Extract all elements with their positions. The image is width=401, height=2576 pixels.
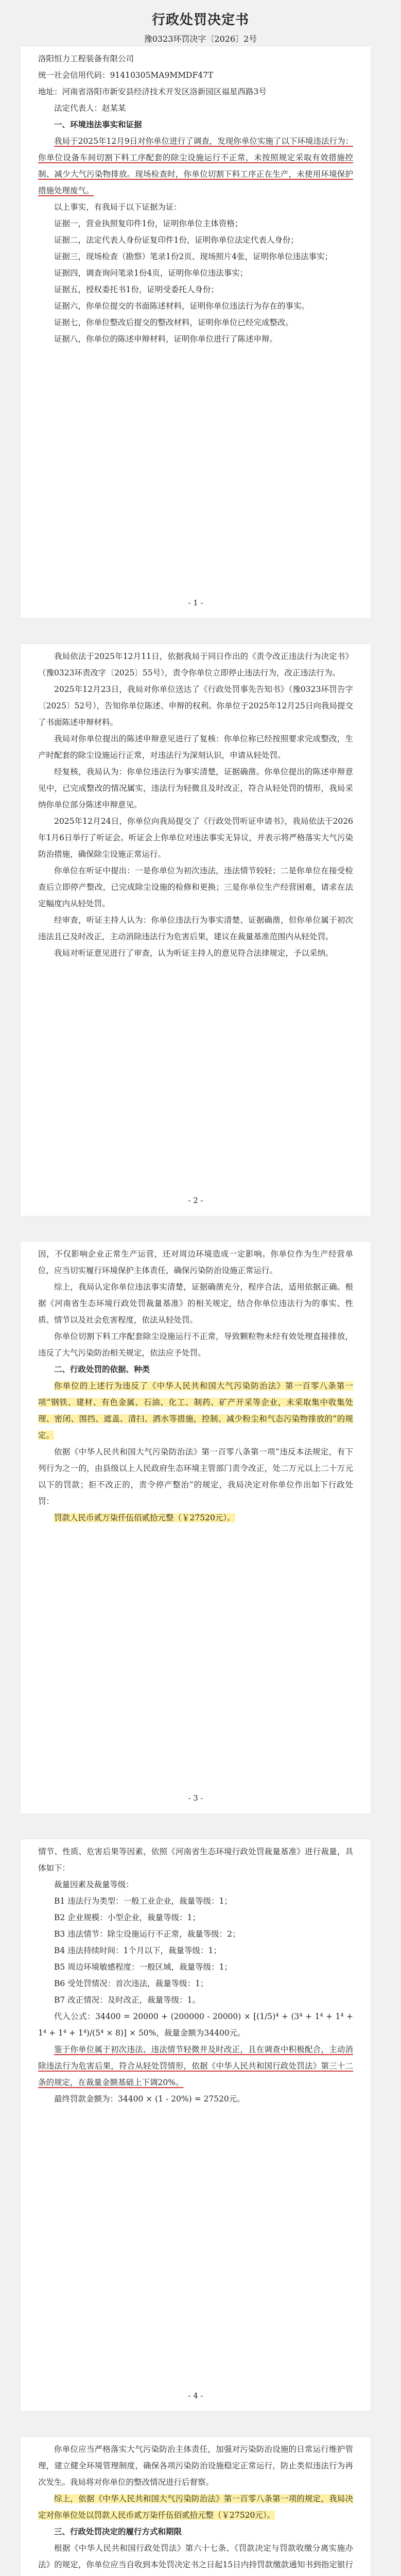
paragraph-text: 经审查，听证主持人认为：你单位违法行为事实清楚、证据确凿，但你单位属于初次违法且已及时改正，主动消除违法行为危害后果，建议在裁量基准范围内从轻处罚。 — [38, 916, 353, 941]
paragraph — [38, 2041, 353, 2091]
paragraph-text: 最终罚款金额为：34400 × (1 - 20%) = 27520元。 — [54, 2094, 245, 2104]
paragraph — [38, 2540, 353, 2576]
paragraph-text: 证据二，法定代表人身份证复印件1份，证明你单位法定代表人身份； — [54, 235, 299, 245]
paragraph-text: 证据六，你单位提交的书面陈述材料，证明你单位违法行为存在的事实。 — [54, 301, 310, 311]
paragraph — [38, 764, 353, 813]
paragraph-text: B3 违法情节：除尘设施运行不正常，裁量等级：2； — [54, 1929, 240, 1939]
paragraph — [38, 813, 353, 862]
paragraph-text: 一、环境违法事实和证据 — [54, 120, 142, 129]
paragraph-text: 你单位切割下料工序配套除尘设施运行不正常，导致颗粒物未经有效处理直接排放，违反了大气污染防治相关规定，依法应予处罚。 — [38, 1332, 353, 1358]
paragraph-text: 罚款人民币贰万柒仟伍佰贰拾元整（￥27520元）。 — [54, 1513, 235, 1522]
paragraph-text: 二、行政处罚的依据、种类 — [54, 1364, 150, 1374]
paragraph — [38, 67, 353, 83]
document-page-4 — [21, 1839, 371, 2411]
paragraph — [38, 199, 353, 215]
paragraph — [38, 281, 353, 298]
paragraph — [38, 133, 353, 199]
paragraph — [38, 215, 353, 232]
page-body — [38, 50, 353, 347]
paragraph-text: 我局对听证意见进行了审查，认为听证主持人的意见符合法律规定，予以采纳。 — [54, 948, 334, 958]
paragraph-text: B4 违法持续时间：1个月以下，裁量等级：1； — [54, 1946, 221, 1955]
paragraph — [38, 331, 353, 347]
paragraph-text: 裁量因素及裁量等级： — [54, 1880, 134, 1889]
section-heading — [38, 1361, 353, 1378]
paragraph — [38, 1444, 353, 1510]
paragraph-text: 因，不仅影响企业正常生产运营，还对周边环境造成一定影响。你单位作为生产经营单位，应当切实履行环境保护主体责任，确保污染防治设施正常运行。 — [38, 1249, 353, 1275]
paragraph — [38, 100, 353, 116]
paragraph-text: 你单位的上述行为违反了《中华人民共和国大气污染防治法》第一百零八条第一项“钢铁、建材、有色金属、石油、化工、制药、矿产开采等企业，未采取集中收集处理、密闭、围挡、遮盖、清扫、洒水等措施，控制、减少粉尘和气态污染物排放的”的规定。 — [38, 1381, 353, 1440]
paragraph-text: 代入公式：34400 = 20000 + (200000 - 20000) × [(1/5)⁴ + (3⁴ + 1⁴ + 1⁴ + 1⁴ + 1⁴ + 1⁴)/(5⁴ × 8)] × 50%，裁量金额为34400元。 — [38, 2012, 353, 2038]
paragraph-text: 三、行政处罚决定的履行方式和期限 — [54, 2527, 182, 2536]
paragraph — [38, 232, 353, 248]
section-heading — [38, 116, 353, 133]
paragraph — [38, 862, 353, 912]
paragraph-text: 统一社会信用代码：91410305MA9MMDF47T — [38, 71, 214, 80]
paragraph-text: 经复核，我局认为：你单位违法行为事实清楚，证据确凿。你单位提出的陈述申辩意见中，已完成整改的情况属实，违法行为轻微且及时改正，符合从轻处罚的情形，我局采纳你单位部分陈述申辩意见。 — [38, 767, 353, 809]
paragraph — [38, 314, 353, 331]
document-page-1 — [21, 46, 371, 618]
page-number: - 3 - — [188, 1793, 203, 1803]
page-number: - 1 - — [188, 598, 203, 607]
page-body — [38, 648, 353, 961]
paragraph-text: 洛阳恒力工程装备有限公司 — [38, 54, 134, 63]
paragraph-text: 2025年12月23日，我局对你单位送达了《行政处罚事先告知书》（豫0323环罚告字〔2025〕52号），告知你单位陈述、申辩的权利。你单位于2025年12月25日向我局提交了书面陈述申辩材料。 — [38, 685, 353, 727]
document-page-2 — [21, 644, 371, 1216]
paragraph-text: 证据一，营业执照复印件1份，证明你单位主体资格； — [54, 219, 243, 228]
paragraph-text: 证据八，你单位的陈述申辩材料，证明你单位进行了陈述申辩。 — [54, 334, 278, 344]
paragraph-text: 证据五，授权委托书1份，证明受委托人身份； — [54, 285, 219, 294]
paragraph-text: 鉴于你单位属于初次违法、违法情节轻微并及时改正，且在调查中积极配合，主动消除违法行为危害后果，符合从轻处罚情形，依据《中华人民共和国行政处罚法》第三十二条的规定，在裁量金额基础上下调20%。 — [38, 2045, 353, 2087]
paragraph-text: 综上，依据《中华人民共和国大气污染防治法》第一百零八条第一项的规定，我局决定对你单位处以罚款人民币贰万柒仟伍佰贰拾元整（￥27520元）。 — [38, 2494, 353, 2520]
document-number: 豫0323环罚决字〔2026〕2号 — [144, 34, 257, 44]
paragraph — [38, 1992, 353, 2008]
paragraph-text: 根据《中华人民共和国行政处罚法》第六十七条、《罚款决定与罚款收缴分离实施办法》的规定，你单位应当自收到本处罚决定书之日起15日内持罚款缴款通知书到指定银行 — [38, 2544, 353, 2569]
paragraph — [38, 1246, 353, 1279]
paragraph-text: 以上事实，有我局于以下证据为证： — [54, 202, 182, 212]
paragraph-text: B1 违法行为类型：一般工业企业，裁量等级：1； — [54, 1896, 233, 1906]
document-page-3 — [21, 1242, 371, 1814]
paragraph-text: 综上，我局认定你单位违法事实清楚，证据确凿充分，程序合法，适用依据正确。根据《河南省生态环境行政处罚裁量基准》的相关规定，结合你单位违法行为的事实、性质、情节以及社会危害程度，依法从轻处罚。 — [38, 1282, 353, 1325]
paragraph-text: B6 受处罚情况：首次违法，裁量等级：1； — [54, 1979, 208, 1988]
paragraph-text: 情节、性质、危害后果等因素，依照《河南省生态环境行政处罚裁量基准》进行裁量，具体如下： — [38, 1847, 353, 1873]
paragraph-text: 地址：河南省洛阳市新安县经济技术开发区洛新园区福星西路3号 — [38, 87, 267, 96]
paragraph — [38, 1279, 353, 1328]
page-body — [38, 1246, 353, 1526]
paragraph-text: 证据七，你单位整改后提交的整改材料，证明你单位已经完成整改。 — [54, 318, 294, 327]
paragraph — [38, 1909, 353, 1926]
paragraph — [38, 1926, 353, 1942]
paragraph — [38, 681, 353, 731]
paragraph — [38, 912, 353, 945]
page-body — [38, 2441, 353, 2576]
page-number: - 2 - — [188, 1196, 203, 1205]
paragraph — [38, 265, 353, 281]
paragraph — [38, 83, 353, 100]
paragraph — [38, 2441, 353, 2490]
paragraph — [38, 1959, 353, 1975]
paragraph — [38, 731, 353, 764]
paragraph-text: 你单位应当严格落实大气污染防治主体责任，加强对污染防治设施的日常运行维护管理，建立健全环境管理制度，确保各项污染防治设施稳定正常运行，防止类似违法行为再次发生。我局将对你单位的整改情况进行后督察。 — [38, 2445, 353, 2487]
document-title: 行政处罚决定书 — [151, 12, 249, 28]
paragraph — [38, 2008, 353, 2041]
paragraph — [38, 945, 353, 961]
paragraph-text: 2025年12月24日，你单位向我局提交了《行政处罚听证申请书》，我局依法于2026年1月6日举行了听证会。听证会上你单位对违法事实无异议，并表示将严格落实大气污染防治措施，确保除尘设施正常运行。 — [38, 817, 353, 859]
paragraph — [38, 1378, 353, 1444]
paragraph-text: 你单位在听证中提出：一是你单位为初次违法，违法情节较轻；二是你单位在接受检查后立即停产整改，已完成除尘设施的检修和更换；三是你单位生产经营困难，请求在法定幅度内从轻处罚。 — [38, 866, 353, 908]
paragraph — [38, 1843, 353, 1876]
paragraph-text: 依据《中华人民共和国大气污染防治法》第一百零八条第一项“违反本法规定，有下列行为之一的，由县级以上人民政府生态环境主管部门责令改正，处二万元以上二十万元以下的罚款；拒不改正的，责令停产整治”的规定，我局决定对你单位作出如下行政处罚： — [38, 1447, 353, 1506]
paragraph — [38, 1876, 353, 1893]
paragraph-text: 我局于2025年12月9日对你单位进行了调查，发现你单位实施了以下环境违法行为：你单位设备车间切割下料工序配套的除尘设施运行不正常，未按照规定采取有效措施控制、减少大气污染物排放。现场检查时，你单位切割下料工序正在生产，未使用环境保护措施处理废气。 — [38, 137, 353, 195]
paragraph-text: 证据三，现场检查（勘察）笔录1份2页、现场照片4张，证明你单位违法事实； — [54, 252, 333, 261]
paragraph-text: B2 企业规模：小型企业，裁量等级：1； — [54, 1913, 201, 1922]
paragraph — [38, 50, 353, 67]
paragraph-text: 我局对你单位提出的陈述申辩意见进行了复核：你单位称已经按照要求完成整改，生产时配套的除尘设施运行正常，对违法行为深刻认识，申请从轻处罚。 — [38, 734, 353, 760]
paragraph — [38, 648, 353, 681]
paragraph — [38, 298, 353, 314]
section-heading — [38, 2523, 353, 2540]
paragraph — [38, 248, 353, 265]
paragraph — [38, 2490, 353, 2523]
page-number: - 4 - — [188, 2391, 203, 2400]
paragraph — [38, 1893, 353, 1909]
paragraph — [38, 1942, 353, 1959]
paragraph — [38, 2091, 353, 2107]
paragraph-text: 证据四，调查询问笔录1份4页，证明你单位违法事实； — [54, 268, 248, 278]
document-page-5 — [21, 2437, 371, 2576]
paragraph-text: 法定代表人：赵某某 — [54, 104, 126, 113]
paragraph — [38, 1975, 353, 1992]
paragraph-text: B7 改正情况：及时改正，裁量等级：1。 — [54, 1995, 201, 2005]
page-body — [38, 1843, 353, 2107]
paragraph-text: 我局依法于2025年12月11日，依据我局于同日作出的《责令改正违法行为决定书》（豫0323环责改字〔2025〕55号），责令你单位立即停止违法行为，改正违法行为。 — [38, 652, 353, 677]
paragraph — [38, 1510, 353, 1526]
paragraph — [38, 1328, 353, 1361]
paragraph-text: B5 周边环境敏感程度：一般区域，裁量等级：1； — [54, 1962, 233, 1972]
